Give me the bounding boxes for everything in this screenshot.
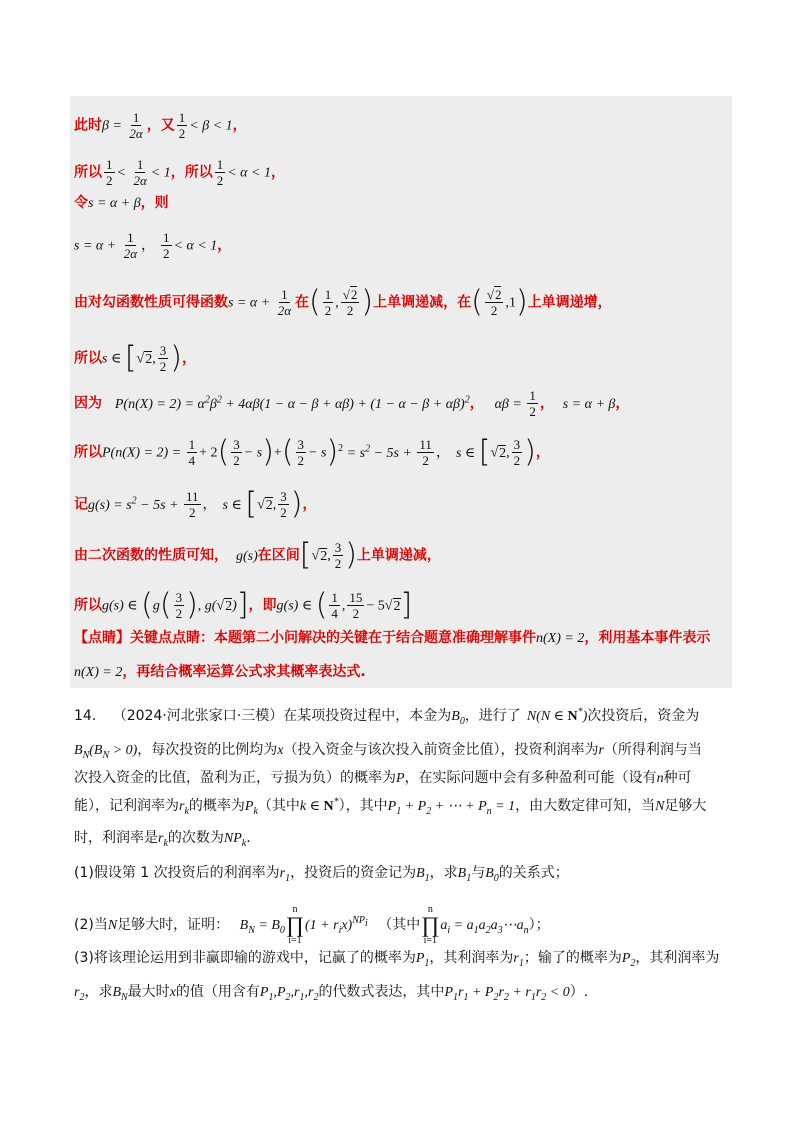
solution-line-11: 所以g(s) ∈ (g( $\frac{3}{2}$ ), g(√2)]，即g(s) ∈ ( $\frac{1}{4}$ , $\frac{15}{2}$ − 5√2] [74, 587, 413, 623]
question-line-5: 时，利润率是$r_k$的次数为$NP_k$. [74, 830, 251, 849]
key-point-line-1: 【点睛】关键点点睛：本题第二小问解决的关键在于结合题意准确理解事件n(X) = 2，利用基本事件表示 [74, 630, 711, 646]
question-part-1: (1)假设第 1 次投资后的利润率为$r_1$，投资后的资金记为$B_1$，求$B_1$与$B_0$的关系式； [74, 865, 569, 884]
solution-line-6: 所以s ∈ [√2, $\frac{3}{2}$ )， [74, 340, 196, 376]
solution-line-2: 所以 $\frac{1}{2}$ < $\frac{1}{2\alpha}$ < 1，所以 $\frac{1}{2}$ < α < 1， [74, 157, 285, 188]
question-line-4: 能），记利润率为$r_k$的概率为$P_k$（其中k ∈ N*），其中$P_1 + P_2$ + ⋯ + $P_n = 1$，由大数定律可知，当N足够大 [74, 796, 707, 817]
question-part-2: (2)当N足够大时，证明： $B_N = B_0$ n ∏ i=1 $(1 + r_ix)^{NP_i}$ （其中 n ∏ i=1 $a_i$ = $a_1a_2a_3\cdots a_n$）； [74, 904, 550, 946]
solution-line-9: 记$g(s) = s^2 - 5s$ + $\frac{11}{2}$ ， s ∈ [√2, $\frac{3}{2}$ )， [74, 486, 317, 522]
solution-line-4: s = α + $\frac{1}{2\alpha}$ ， $\frac{1}{2}$ < α < 1， [74, 230, 232, 261]
solution-line-1: 此时β = $\frac{1}{2\alpha}$ ，又 $\frac{1}{2}$ < β < 1， [74, 110, 247, 141]
solution-line-8: 所以P(n(X) = 2) = $\frac{1}{4}$ + 2( $\frac{3}{2}$ − s)+( $\frac{3}{2}$ − $s)^2 = s^2 - 5s$ + $\frac{11}{2}$ ， s ∈ [√2, $\frac{3}{2}$ )， [74, 434, 550, 470]
solution-line-7: 因为 $P(n(X) = 2) = \alpha^2\beta^2 + 4\alpha\beta(1 - \alpha - \beta + \alpha\beta) + (1 - \alpha - \beta + \alpha\beta)^2$， αβ = $\frac{1}{2}$ ， s = α + β， [74, 388, 630, 419]
question-part-3-line-2: $r_2$，求$B_N$最大时x的值（用含有$P_1,P_2,r_1,r_2$的代数式表达，其中$P_1r_1 + P_2r_2 + r_1r_2 < 0$）. [74, 984, 589, 1003]
key-point-line-2: n(X) = 2，再结合概率运算公式求其概率表达式. [74, 664, 366, 680]
solution-line-10: 由二次函数的性质可知， g(s)在区间[√2, $\frac{3}{2}$ )上单调递减， [74, 537, 441, 573]
question-line-3: 次投入资金的比值，盈利为正，亏损为负）的概率为P，在实际问题中会有多种盈利可能（设有n种可 [74, 770, 692, 786]
question-line-2: $B_N(B_N > 0)$，每次投资的比例均为x（投入资金与该次投入前资金比值），投资利润率为r（所得利润与当 [74, 742, 702, 761]
solution-line-3: 令s = α + β，则 [74, 195, 169, 211]
solution-line-5: 由对勾函数性质可得函数s = α + $\frac{1}{2\alpha}$ 在( $\frac{1}{2}$ , $\frac{√2}{2}$ )上单调递减，在( $\frac{√2}{2}$ ,1)上单调递增， [74, 284, 612, 320]
question-line-1: 14. （2024·河北张家口·三模）在某项投资过程中，本金为$B_0$，进行了 N(N ∈ N*)次投资后，资金为 [74, 706, 700, 727]
question-part-3-line-1: (3)将该理论运用到非赢即输的游戏中，记赢了的概率为$P_1$，其利润率为$r_1$；输了的概率为$P_2$，其利润率为 [74, 950, 720, 969]
